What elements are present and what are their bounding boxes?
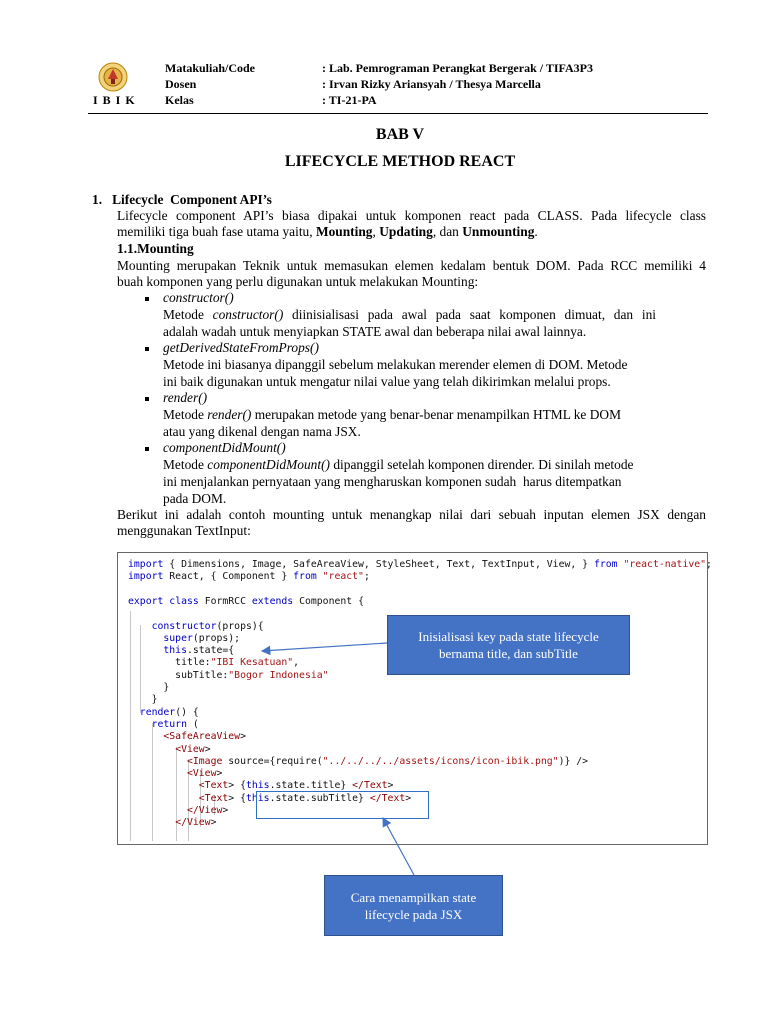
bullet-icon [145,347,149,351]
header-value-lecturer: : Irvan Rizky Ariansyah / Thesya Marcella [322,77,541,91]
callout-jsx: Cara menampilkan state lifecycle pada JSX [324,875,503,936]
code-line: } [128,682,170,693]
jsx-highlight-box [256,791,429,819]
code-screenshot [117,552,712,845]
method-desc-line: Metode ini biasanya dipanggil sebelum melakukan merender elemen di DOM. Metode [163,357,628,372]
code-line: <Text> {this.state.title} </Text> [198,780,394,792]
code-line: <View> [175,743,211,755]
header-label-lecturer: Dosen [165,77,197,91]
mounting-line-1: Mounting merupakan Teknik untuk memasukan elemen kedalam bentuk DOM. Pada RCC memiliki 4 [117,258,706,273]
code-line: <Text> {this.state.subTitle} </Text> [198,792,412,804]
method-desc-line: Metode constructor() diinisialisasi pada awal pada saat komponen dimuat, dan ini [163,307,656,322]
bullet-icon [145,447,149,451]
method-desc-line: Metode componentDidMount() dipanggil setelah komponen dirender. Di sinilah metode [163,457,634,472]
code-line: } [128,694,158,706]
code-line: </View> [175,817,217,829]
code-line: import { Dimensions, Image, SafeAreaView, StyleSheet, Text, TextInput, View, } from "react-native"; [128,559,712,570]
intro-line-2: memiliki tiga buah fase utama yaitu, Mounting, Updating, dan Unmounting. [117,224,538,239]
institution-logo [96,62,130,92]
method-desc-line: ini baik digunakan untuk mengatur nilai value yang telah dikirimkan melalui props. [163,374,611,389]
header-divider [88,113,708,114]
code-line: export class FormRCC extends Component { [128,595,364,607]
code-line: </View> [186,805,229,816]
code-line: constructor(props){ [151,620,264,632]
method-name-constructor: constructor() [163,290,234,305]
callout-state: Inisialisasi key pada state lifecycle bernama title, dan subTitle [387,615,630,675]
header-value-course: : Lab. Pemrograman Perangkat Bergerak / TIFA3P3 [322,61,593,75]
code-line: super(props); [163,632,241,644]
code-line: import React, { Component } from "react"; [128,571,370,583]
header-label-course: Matakuliah/Code [165,61,256,75]
code-line: title:"IBI Kesatuan", [128,657,300,669]
code-line: <SafeAreaView> [163,731,246,743]
method-name-componentdidmount: componentDidMount() [163,440,286,455]
closing-line-2: menggunakan TextInput: [117,523,251,538]
code-line: this.state={ [163,645,235,657]
chapter-number: BAB V [375,126,425,143]
code-line: render() { [139,706,199,718]
method-desc-line: ini menjalankan pernyataan yang mengharuskan komponen sudah harus ditempatkan [163,474,622,489]
bullet-icon [145,397,149,401]
mounting-line-2: buah komponen yang perlu digunakan untuk melakukan Mounting: [117,274,479,289]
method-desc-line: adalah wadah untuk menyiapkan STATE awal dan beberapa nilai awal lainnya. [163,324,587,339]
subsection-heading: 1.1.Mounting [117,241,194,256]
method-name-getderived: getDerivedStateFromProps() [163,340,319,355]
code-line: return ( [151,718,199,730]
code-line: <View> [186,768,223,780]
header-value-class: : TI-21-PA [322,93,377,107]
bullet-icon [145,297,149,301]
method-name-render: render() [163,390,208,405]
logo-text: I B I K [93,93,136,107]
code-line: <Image source={require("../../../../assets/icons/icon-ibik.png")} /> [186,755,589,767]
intro-line-1: Lifecycle component API’s biasa dipakai untuk komponen react pada CLASS. Pada lifecycle class [117,208,706,223]
method-desc-line: pada DOM. [163,491,227,506]
chapter-title: LIFECYCLE METHOD REACT [284,153,516,170]
method-desc-line: Metode render() merupakan metode yang benar-benar menampilkan HTML ke DOM [163,407,621,422]
section-heading: 1. Lifecycle Component API’s [92,192,272,207]
closing-line-1: Berikut ini adalah contoh mounting untuk menangkap nilai dari sebuah inputan elemen JSX dengan [117,507,706,522]
code-line: subTitle:"Bogor Indonesia" [128,669,329,681]
method-desc-line: atau yang dikenal dengan nama JSX. [163,424,361,439]
header-label-class: Kelas [165,93,194,107]
